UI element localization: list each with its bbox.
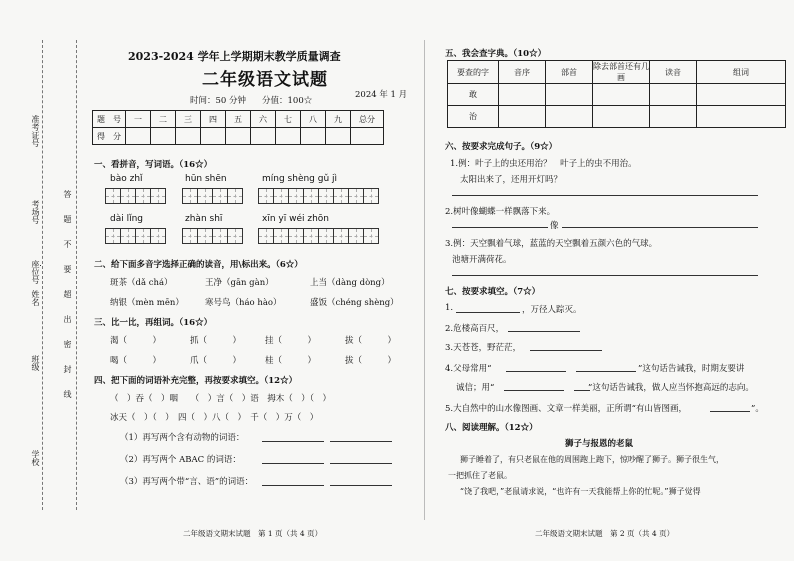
q7-item: 5.大自然中的山水像图画、文章一样美丽，正所谓“有山皆图画， bbox=[445, 404, 687, 414]
answer-line[interactable] bbox=[262, 441, 324, 442]
footer-page-2: 二年级语文期末试题 第 2 页（共 4 页） bbox=[535, 529, 675, 538]
seal-word: 题 bbox=[63, 215, 72, 223]
q7-item: ”这句话告诫我，做人应当怀抱高远的志向。 bbox=[588, 383, 754, 393]
seal-word: 超 bbox=[63, 290, 72, 298]
seal-word: 密 bbox=[63, 340, 72, 348]
score-input-cell[interactable] bbox=[351, 128, 384, 145]
dict-input[interactable] bbox=[593, 106, 650, 128]
binding-line-right bbox=[76, 40, 77, 510]
q3-item[interactable]: 拔（ ） bbox=[345, 336, 397, 346]
q6-example: 3.例：天空飘着气球，蓝蓝的天空飘着五颜六色的气球。 bbox=[445, 239, 658, 249]
q3-title: 三、比一比，再组词。（16☆） bbox=[94, 318, 213, 328]
dict-header-row bbox=[448, 61, 786, 84]
q6-sentence: 池塘开满荷花。 bbox=[452, 255, 512, 265]
score-cell: 题 号 bbox=[93, 111, 126, 128]
story-line: 一把抓住了老鼠。 bbox=[448, 471, 512, 480]
q2-title: 二、给下面多音字选择正确的读音，用\标出来。（6☆） bbox=[94, 260, 303, 270]
dict-char: 敢 bbox=[448, 84, 499, 106]
score-input-cell[interactable] bbox=[276, 128, 301, 145]
answer-line[interactable] bbox=[508, 331, 580, 332]
score-cell: 二 bbox=[151, 111, 176, 128]
score-table-score-row bbox=[93, 128, 384, 145]
sidebar-label-name: 姓名 bbox=[31, 290, 40, 306]
q4-idiom-row[interactable]: 冰天（ ）（ ） 四（ ）八（ ） 千（ ）万（ ） bbox=[110, 413, 319, 423]
score-cell: 总分 bbox=[351, 111, 384, 128]
seal-word: 要 bbox=[63, 265, 72, 273]
q7-item: ”。 bbox=[751, 404, 764, 414]
q2-item[interactable]: 斑茶（dǎ chá） bbox=[110, 278, 173, 288]
answer-line[interactable] bbox=[330, 463, 392, 464]
page-divider bbox=[424, 40, 425, 520]
q2-item[interactable]: 寒号鸟（háo hào） bbox=[205, 298, 282, 308]
score-cell: 九 bbox=[326, 111, 351, 128]
score-label: 分值：100☆ bbox=[262, 96, 313, 106]
dict-header-cell: 音序 bbox=[499, 61, 546, 84]
dict-input[interactable] bbox=[697, 106, 786, 128]
seal-word: 封 bbox=[63, 365, 72, 373]
answer-line[interactable] bbox=[330, 441, 392, 442]
dict-input[interactable] bbox=[546, 84, 593, 106]
q6-sentence: 太阳出来了，还用开灯吗？ bbox=[460, 175, 563, 185]
q1-writing-grid[interactable] bbox=[105, 188, 165, 204]
q7-item: ”这句话告诫我，时期友要讲 bbox=[638, 364, 745, 374]
score-input-cell[interactable] bbox=[151, 128, 176, 145]
exam-date: 2024 年 1 月 bbox=[355, 90, 408, 100]
score-cell: 八 bbox=[301, 111, 326, 128]
q1-writing-grid[interactable] bbox=[258, 188, 378, 204]
dict-input[interactable] bbox=[499, 84, 546, 106]
q6-example: 1.例：叶子上的虫还用治？ 叶子上的虫不用治。 bbox=[450, 159, 637, 169]
dict-header-cell: 除去部首还有几画 bbox=[593, 62, 649, 82]
seal-word: 不 bbox=[63, 240, 72, 248]
answer-line[interactable] bbox=[330, 485, 392, 486]
q4-idiom-row[interactable]: （ ）吞（ ）咽 （ ）言（ ）语 拇木（ ）（ ） bbox=[110, 394, 332, 404]
q3-item[interactable]: 爪（ ） bbox=[190, 356, 242, 366]
q2-item[interactable]: 盛饭（chéng shèng） bbox=[310, 298, 399, 308]
q7-item: 诚信；用“ bbox=[456, 383, 495, 393]
score-input-cell[interactable] bbox=[251, 128, 276, 145]
q6-sentence: 2.树叶像蝴蝶一样飘落下来。 bbox=[445, 207, 556, 217]
q4-title: 四、把下面的词语补充完整，再按要求填空。（12☆） bbox=[94, 376, 298, 386]
answer-line[interactable] bbox=[504, 390, 564, 391]
q1-pinyin: míng shèng gǔ jì bbox=[262, 174, 338, 184]
q3-item[interactable]: 桂（ ） bbox=[265, 356, 317, 366]
q7-item: 1. bbox=[445, 303, 454, 313]
q1-title: 一、看拼音，写词语。（16☆） bbox=[94, 160, 213, 170]
score-cell: 得 分 bbox=[93, 128, 126, 145]
answer-line[interactable] bbox=[262, 485, 324, 486]
sidebar-blank-name[interactable] bbox=[40, 265, 41, 266]
q1-pinyin: bào zhǐ bbox=[110, 174, 143, 184]
binding-line-left bbox=[42, 40, 43, 510]
story-line: 狮子睡着了，有只老鼠在他的周围跑上跑下，惊吵醒了狮子。狮子很生气， bbox=[460, 455, 724, 464]
q1-writing-grid[interactable] bbox=[105, 228, 165, 244]
score-input-cell[interactable] bbox=[176, 128, 201, 145]
q7-title: 七、按要求填空。（7☆） bbox=[445, 287, 541, 297]
dict-row bbox=[448, 106, 786, 128]
story-line: “饶了我吧，”老鼠请求说，“也许有一天我能帮上你的忙呢。”狮子觉得 bbox=[460, 487, 701, 496]
q3-item[interactable]: 挂（ ） bbox=[265, 336, 317, 346]
q5-title: 五、我会查字典。（10☆） bbox=[445, 49, 547, 59]
dict-header-cell: 部首 bbox=[546, 61, 593, 84]
answer-line[interactable] bbox=[452, 227, 548, 228]
q4-sub-question: （3）再写两个带“言、语”的词语： bbox=[120, 477, 254, 487]
q6-sentence: 像 bbox=[550, 221, 559, 231]
sidebar-label-room: 考场号 bbox=[31, 200, 40, 224]
score-input-cell[interactable] bbox=[326, 128, 351, 145]
dict-header-cell: 读音 bbox=[650, 61, 697, 84]
time-label: 时间：50 分钟 bbox=[190, 96, 247, 106]
q2-item[interactable]: 上当（dàng dòng） bbox=[310, 278, 390, 288]
q1-writing-grid[interactable] bbox=[258, 228, 378, 244]
score-table bbox=[92, 110, 384, 145]
score-cell: 五 bbox=[226, 111, 251, 128]
answer-line[interactable] bbox=[506, 371, 566, 372]
q2-item[interactable]: 纳银（mèn mēn） bbox=[110, 298, 184, 308]
dict-header-cell: 要查的字 bbox=[448, 61, 499, 84]
dict-header-cell: 组词 bbox=[697, 61, 786, 84]
dictionary-table bbox=[447, 60, 786, 128]
score-cell: 四 bbox=[201, 111, 226, 128]
dict-input[interactable] bbox=[650, 84, 697, 106]
q1-pinyin: hūn shēn bbox=[185, 174, 227, 184]
answer-line[interactable] bbox=[452, 195, 758, 196]
story-title: 狮子与报恩的老鼠 bbox=[565, 439, 634, 449]
score-input-cell[interactable] bbox=[301, 128, 326, 145]
answer-line[interactable] bbox=[262, 463, 324, 464]
q7-item: 4.父母常用“ bbox=[445, 364, 492, 374]
sidebar-label-ticket: 准考证号 bbox=[31, 115, 40, 147]
answer-line[interactable] bbox=[456, 312, 520, 313]
q7-item: 3.天苍苍，野茫茫， bbox=[445, 343, 522, 353]
q1-pinyin: dài lǐng bbox=[110, 214, 144, 224]
q3-item[interactable]: 拔（ ） bbox=[345, 356, 397, 366]
dict-input[interactable] bbox=[697, 84, 786, 106]
q6-title: 六、按要求完成句子。（9☆） bbox=[445, 142, 558, 152]
q1-pinyin: zhàn shī bbox=[185, 214, 223, 224]
score-cell: 七 bbox=[276, 111, 301, 128]
seal-word: 线 bbox=[63, 390, 72, 398]
answer-line[interactable] bbox=[710, 411, 750, 412]
q7-item: ，万径人踪灭。 bbox=[522, 305, 582, 315]
score-cell: 三 bbox=[176, 111, 201, 128]
sidebar-label-school: 学校 bbox=[31, 450, 40, 466]
q3-item[interactable]: 喝（ ） bbox=[110, 356, 162, 366]
answer-line[interactable] bbox=[576, 371, 636, 372]
dict-row bbox=[448, 84, 786, 106]
q1-writing-grid[interactable] bbox=[182, 228, 242, 244]
seal-word: 出 bbox=[63, 315, 72, 323]
exam-title: 2023-2024 学年上学期期末教学质量调查 bbox=[128, 50, 341, 63]
score-cell: 一 bbox=[126, 111, 151, 128]
answer-line[interactable] bbox=[452, 275, 758, 276]
q8-title: 八、阅读理解。（12☆） bbox=[445, 423, 538, 433]
sidebar-label-seat: 座位号 bbox=[31, 260, 40, 284]
dict-char: 治 bbox=[448, 106, 499, 128]
answer-line[interactable] bbox=[562, 227, 758, 228]
footer-page-1: 二年级语文期末试题 第 1 页（共 4 页） bbox=[183, 529, 323, 538]
score-input-cell[interactable] bbox=[126, 128, 151, 145]
paper-title: 二年级语文试题 bbox=[202, 70, 328, 90]
q1-writing-grid[interactable] bbox=[182, 188, 242, 204]
q4-sub-question: （1）再写两个含有动物的词语： bbox=[120, 433, 245, 443]
score-input-cell[interactable] bbox=[201, 128, 226, 145]
score-cell: 六 bbox=[251, 111, 276, 128]
score-input-cell[interactable] bbox=[226, 128, 251, 145]
q3-item[interactable]: 抓（ ） bbox=[190, 336, 242, 346]
q3-item[interactable]: 渴（ ） bbox=[110, 336, 162, 346]
dict-input[interactable] bbox=[499, 106, 546, 128]
q2-item[interactable]: 王净（gān gàn） bbox=[205, 278, 274, 288]
q1-pinyin: xīn yī wéi zhōn bbox=[262, 214, 329, 224]
q7-item: 2.危楼高百尺， bbox=[445, 324, 505, 334]
answer-line[interactable] bbox=[530, 350, 602, 351]
dict-input[interactable] bbox=[593, 84, 650, 106]
score-table-header-row bbox=[93, 111, 384, 128]
dict-input[interactable] bbox=[546, 106, 593, 128]
dict-input[interactable] bbox=[650, 106, 697, 128]
sidebar-label-class: 班级 bbox=[31, 355, 40, 371]
seal-word: 答 bbox=[63, 190, 72, 198]
q4-sub-question: （2）再写两个 ABAC 的词语： bbox=[120, 455, 241, 465]
